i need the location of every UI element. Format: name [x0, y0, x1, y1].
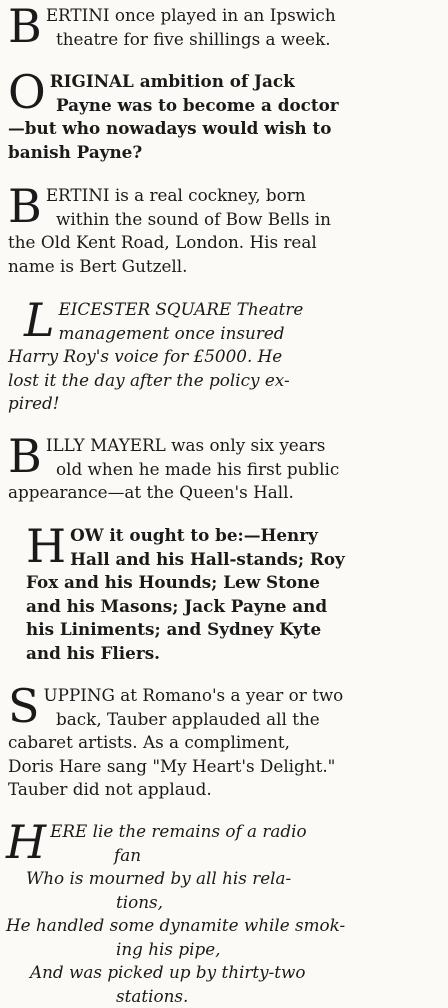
text-line: Tauber did not applaud. [8, 778, 442, 802]
drop-cap: B [8, 186, 42, 226]
drop-cap: L [24, 300, 55, 340]
text-line: and his Masons; Jack Payne and [8, 595, 442, 619]
text-line: cabaret artists. As a compliment, [8, 731, 442, 755]
paragraph-bertini-ipswich [8, 4, 442, 51]
poem-line: fan [6, 844, 442, 868]
text-line: and his Fliers. [8, 642, 442, 666]
paragraph-bertini-cockney [8, 184, 442, 278]
text-line: RIGINAL ambition of Jack [8, 70, 442, 94]
drop-cap: O [8, 72, 46, 112]
poem-line: tions, [6, 891, 442, 915]
poem-radio-fan [6, 820, 442, 1008]
paragraph-jack-payne-ambition [8, 70, 442, 164]
paragraph-leicester-square [8, 298, 442, 416]
poem-line: And was picked up by thirty-two [6, 961, 442, 985]
text-line: the Old Kent Road, London. His real [8, 231, 442, 255]
drop-cap: B [8, 436, 42, 476]
text-line: banish Payne? [8, 141, 442, 165]
paragraph-supping-at-romanos [8, 684, 442, 802]
text-line: UPPING at Romano's a year or two [8, 684, 442, 708]
text-line: within the sound of Bow Bells in [8, 208, 442, 232]
text-line: management once insured [8, 322, 442, 346]
text-line: back, Tauber applauded all the [8, 708, 442, 732]
text-line: Harry Roy's voice for £5000. He [8, 345, 442, 369]
drop-cap: H [26, 526, 66, 566]
text-line: Hall and his Hall-stands; Roy [8, 548, 442, 572]
text-line: ERTINI once played in an Ipswich [8, 4, 442, 28]
drop-cap: B [8, 6, 42, 46]
text-line: theatre for five shillings a week. [8, 28, 442, 52]
text-line: lost it the day after the policy ex- [8, 369, 442, 393]
text-line: Fox and his Hounds; Lew Stone [8, 571, 442, 595]
text-line: pired! [8, 392, 442, 416]
text-line: appearance—at the Queen's Hall. [8, 481, 442, 505]
poem-line: ERE lie the remains of a radio [6, 820, 442, 844]
poem-line: He handled some dynamite while smok- [6, 914, 442, 938]
poem-line: Who is mourned by all his rela- [6, 867, 442, 891]
poem-line: stations. [6, 985, 442, 1008]
text-line: ILLY MAYERL was only six years [8, 434, 442, 458]
text-line: ERTINI is a real cockney, born [8, 184, 442, 208]
drop-cap: S [8, 686, 40, 726]
drop-cap: H [6, 822, 46, 862]
paragraph-how-it-ought-to-be [8, 524, 442, 665]
text-line: Doris Hare sang "My Heart's Delight." [8, 755, 442, 779]
text-line: OW it ought to be:—Henry [8, 524, 442, 548]
text-line: Payne was to become a doctor [8, 94, 442, 118]
poem-line: ing his pipe, [6, 938, 442, 962]
text-line: —but who nowadays would wish to [8, 117, 442, 141]
text-line: name is Bert Gutzell. [8, 255, 442, 279]
text-line: old when he made his first public [8, 458, 442, 482]
text-line: EICESTER SQUARE Theatre [8, 298, 442, 322]
text-line: his Liniments; and Sydney Kyte [8, 618, 442, 642]
paragraph-billy-mayerl [8, 434, 442, 505]
